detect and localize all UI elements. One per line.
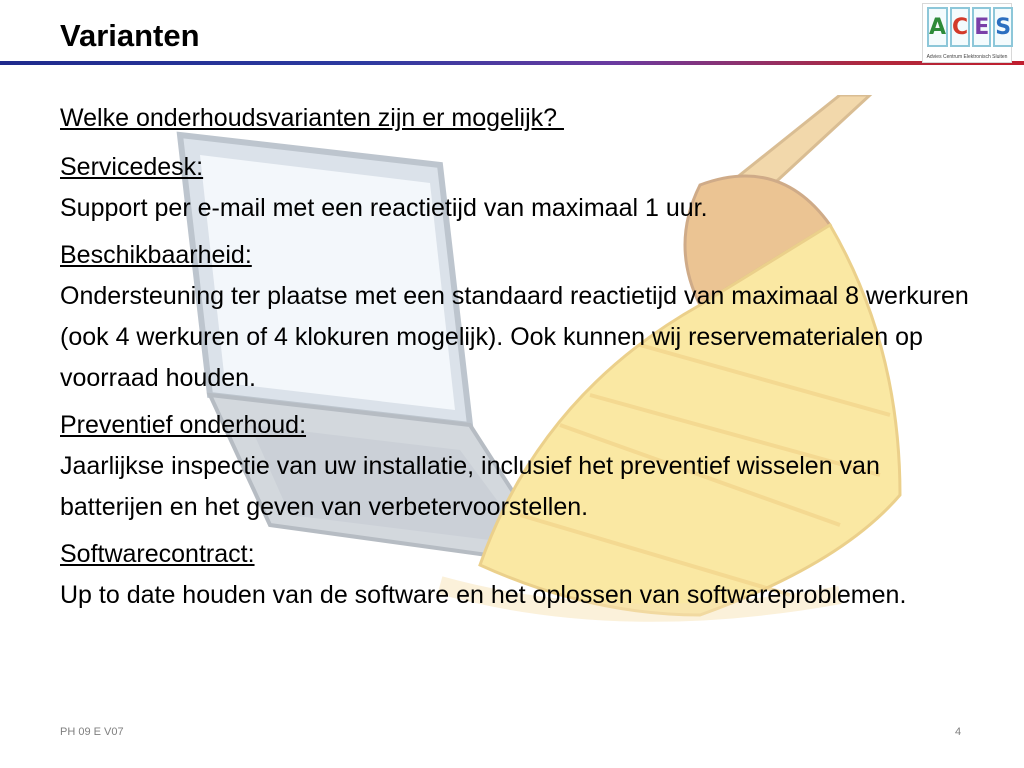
section-softwarecontract [60, 534, 980, 616]
logo-letter-s: S [993, 7, 1013, 47]
section-heading: Servicedesk: [60, 153, 204, 181]
slide-title: Varianten [60, 18, 200, 53]
section-text: Up to date houden van de software en het oplossen van softwareproblemen. [60, 581, 907, 609]
section-text: Jaarlijkse inspectie van uw installatie, inclusief het preventief wisselen van batterijen en het geven van verbetervoorstellen. [60, 452, 880, 521]
footer-document-code: PH 09 E V07 [60, 726, 124, 738]
slide-body [60, 98, 980, 622]
logo-letter-a: A [927, 7, 948, 47]
section-heading: Beschikbaarheid: [60, 241, 252, 269]
logo-subtitle: Advies Centrum Elektronisch Sluiten [926, 54, 1008, 60]
section-servicedesk [60, 147, 980, 229]
logo-letter-e: E [972, 7, 991, 47]
section-heading: Softwarecontract: [60, 540, 255, 568]
section-text: Support per e-mail met een reactietijd van maximaal 1 uur. [60, 194, 708, 222]
section-preventief-onderhoud [60, 405, 980, 528]
logo-letters [927, 7, 1012, 47]
slide-number: 4 [955, 726, 962, 738]
section-beschikbaarheid [60, 235, 980, 399]
aces-logo [922, 3, 1012, 63]
title-divider [0, 61, 1024, 65]
section-text: Ondersteuning ter plaatse met een standaard reactietijd van maximaal 8 werkuren (ook 4 werkuren of 4 klokuren mogelijk). Ook kunnen wij reservematerialen op voorraad houden. [60, 282, 969, 392]
section-heading: Preventief onderhoud: [60, 411, 307, 439]
question-heading: Welke onderhoudsvarianten zijn er mogelijk? [60, 104, 564, 132]
logo-letter-c: C [950, 7, 970, 47]
